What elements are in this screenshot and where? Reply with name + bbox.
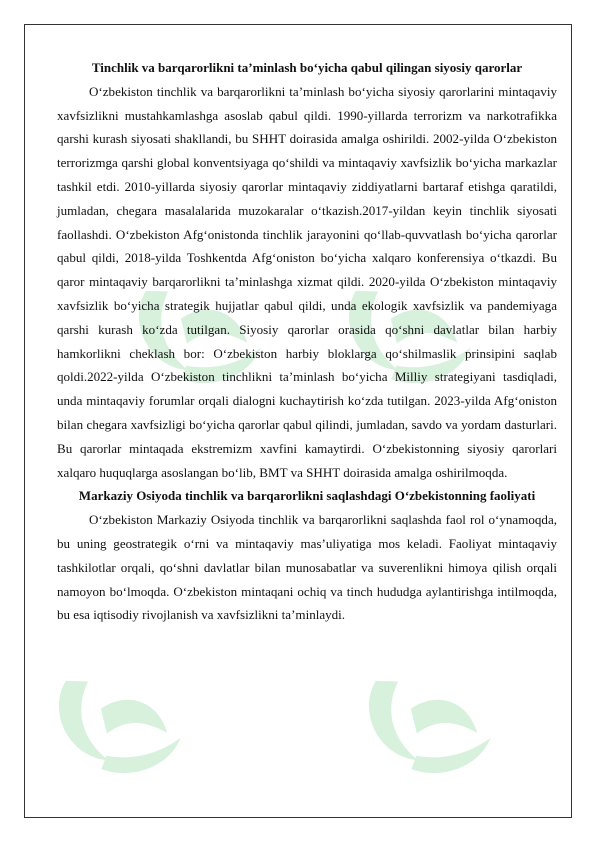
document-body [57, 56, 557, 627]
section-heading-decisions: Tinchlik va barqarorlikni ta’minlash bo‘yicha qabul qilingan siyosiy qarorlar [91, 60, 523, 75]
paragraph-decisions: O‘zbekiston tinchlik va barqarorlikni ta’minlash bo‘yicha siyosiy qarorlarini mintaqaviy xavfsizlikni mustahkamlashga asoslab qabul qildi. 1990-yillarda terrorizm va narkotrafikka qarshi kurash siyosati shakllandi, bu SHHT doirasida amalga oshirildi. 2002-yilda O‘zbekiston terrorizmga qarshi global konventsiyaga qo‘shildi va mintaqaviy xavfsizlik bo‘yicha markazlar tashkil etdi. 2010-yillarda siyosiy qarorlar mintaqaviy ziddiyatlarni bartaraf etishga qaratildi, jumladan, chegara masalalarida muzokaralar o‘tkazish.2017-yildan keyin tinchlik siyosati faollashdi. O‘zbekiston Afg‘onistonda tinchlik jarayonini qo‘llab-quvvatlash bo‘yicha qarorlar qabul qildi, 2018-yilda Toshkentda Afg‘oniston bo‘yicha xalqaro konferensiya o‘tkazdi. Bu qaror mintaqaviy barqarorlikni ta’minlashga xizmat qildi. 2020-yilda O‘zbekiston mintaqaviy xavfsizlik bo‘yicha strategik hujjatlar qabul qildi, unda ekologik xavfsizlik va pandemiyaga qarshi kurash ko‘zda tutilgan. Siyosiy qarorlar orasida qo‘shni davlatlar bilan harbiy hamkorlikni cheklash bor: O‘zbekiston harbiy bloklarga qo‘shilmaslik prinsipini saqlab qoldi.2022-yilda O‘zbekiston tinchlikni ta’minlash bo‘yicha Milliy strategiyani tasdiqladi, unda mintaqaviy forumlar orqali dialogni kuchaytirish ko‘zda tutilgan. 2023-yilda Afg‘oniston bilan chegara xavfsizligi bo‘yicha qarorlar qabul qilindi, jumladan, savdo va yordam dasturlari. Bu qarorlar mintaqada ekstremizm xavfini kamaytirdi. O‘zbekistonning siyosiy qarorlari xalqaro huquqlarga asoslangan bo‘lib, BMT va SHHT doirasida amalga oshirilmoqda. [57, 83, 557, 480]
section-heading-activity: Markaziy Osiyoda tinchlik va barqarorlikni saqlashdagi O‘zbekistonning faoliyati [78, 488, 536, 504]
paragraph-activity: O‘zbekiston Markaziy Osiyoda tinchlik va barqarorlikni saqlashda faol rol o‘ynamoqda, bu uning geostrategik o‘rni va mintaqaviy mas’uliyatiga mos keladi. Faoliyat mintaqaviy tashkilotlar orqali, qo‘shni davlatlar bilan munosabatlar va suverenlikni himoya qilish orqali namoyon bo‘lmoqda. O‘zbekiston mintaqani ochiq va tinch hududga aylantirishga intilmoqda, bu esa iqtisodiy rivojlanish va xavfsizlikni ta’minlaydi. [57, 512, 557, 623]
